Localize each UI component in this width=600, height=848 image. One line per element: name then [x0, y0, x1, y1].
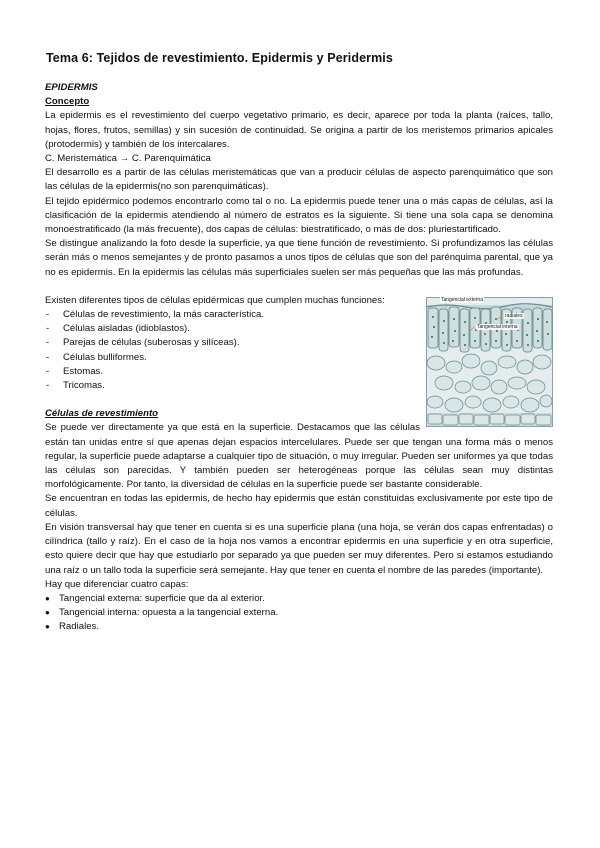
- subheading-concepto: Concepto: [45, 96, 90, 108]
- list-item: ● Tangencial interna: opuesta a la tangencial externa.: [45, 606, 553, 620]
- page-title: Tema 6: Tejidos de revestimiento. Epidermis y Peridermis: [46, 51, 393, 65]
- paragraph: Se encuentran en todas las epidermis, de hecho hay epidermis que están constituidas exclusivamente por este tipo de células.: [45, 493, 553, 519]
- document-body: [45, 81, 553, 635]
- paragraph: Existen diferentes tipos de células epidérmicas que cumplen muchas funciones:: [45, 294, 385, 306]
- list-item: - Células bulliformes.: [45, 351, 553, 365]
- list-item: - Células de revestimiento, la más característica.: [45, 308, 553, 322]
- paragraph: Hay que diferenciar cuatro capas:: [45, 578, 189, 590]
- list-item: - Células aisladas (idioblastos).: [45, 322, 553, 336]
- figure-label-tangencial-externa: Tangencial externa: [441, 296, 483, 303]
- spacer: [45, 280, 553, 294]
- list-item: - Estomas.: [45, 365, 553, 379]
- figure-label-tangencial-interna: Tangencial interna: [477, 323, 518, 330]
- paragraph: Se distingue analizando la foto desde la superficie, ya que tiene función de revestimiento. Si profundizamos las células serán más o menos semejantes y de pronto pasamos a unos tipos de células que son del parénquima parental, que ya no es epidermis. En la epidermis las células más superficiales suelen ser más pequeñas que las más profundas.: [45, 238, 553, 278]
- subheading-celulas-revestimiento: Células de revestimiento: [45, 408, 159, 420]
- paragraph: En visión transversal hay que tener en cuenta si es una superficie plana (una hoja, se verán dos capas enfrentadas) o cilíndrica (tallo y raíz). En el caso de la hoja nos vamos a encontrar epidermis en una superficie y en otra superficie, esto quiere decir que hay que estudiarlo por separado ya que pueden ser muy diferentes. Pero si estamos estudiando una raíz o un tallo toda la superficie será semejante. Hay que tener en cuenta el nombre de las paredes (importante).: [45, 521, 553, 576]
- section-heading-epidermis: EPIDERMIS: [45, 82, 98, 93]
- paragraph: La epidermis es el revestimiento del cuerpo vegetativo primario, es decir, aparece por toda la planta (raíces, tallo, hojas, flores, frutos, semillas) y sin sucesión de continuidad. Se origina a partir de los meristemos primarios apicales (protodermis) y también de los intercalares.: [45, 110, 553, 150]
- cell-types-list: [45, 308, 553, 393]
- paragraph: C. Meristemática → C. Parenquimática: [45, 153, 211, 165]
- paragraph: El desarrollo es a partir de las células meristemáticas que van a producir células de aspecto parenquimático que son las células de la epidermis(no son parenquimáticas).: [45, 167, 553, 193]
- list-item: - Parejas de células (suberosas y silíceas).: [45, 336, 553, 350]
- wall-layers-list: [45, 592, 553, 635]
- list-item: ● Tangencial externa: superficie que da al exterior.: [45, 592, 553, 606]
- figure-label-radiales: radiales: [505, 312, 523, 319]
- list-item: ● Radiales.: [45, 620, 553, 634]
- list-item: - Tricomas.: [45, 379, 553, 393]
- paragraph: El tejido epidérmico podemos encontrarlo como tal o no. La epidermis puede tener una o más capas de células, así la clasificación de la epidermis atendiendo al número de estratos es la siguiente. Si tiene una sola capa se denomina monoestratificado (la más frecuente), dos capas de células: biestratificado, o más de dos: pluriestartificado.: [45, 195, 553, 236]
- paragraph: Se puede ver directamente ya que está en la superficie. Destacamos que las células están tan unidas entre sí que apenas dejan espacios intercelulares. Puede ser que tengan una forma más o menos regular, la superficie puede adaptarse a cualquier tipo de situación, o muy irregular. Pueden ser uniformes ya que todas las células son parecidas. Y también pueden ser heterogéneas porque las células sean muy distintas morfológicamente. Por tanto, la diversidad de células en la superficie puede ser bastante considerable.: [45, 422, 553, 491]
